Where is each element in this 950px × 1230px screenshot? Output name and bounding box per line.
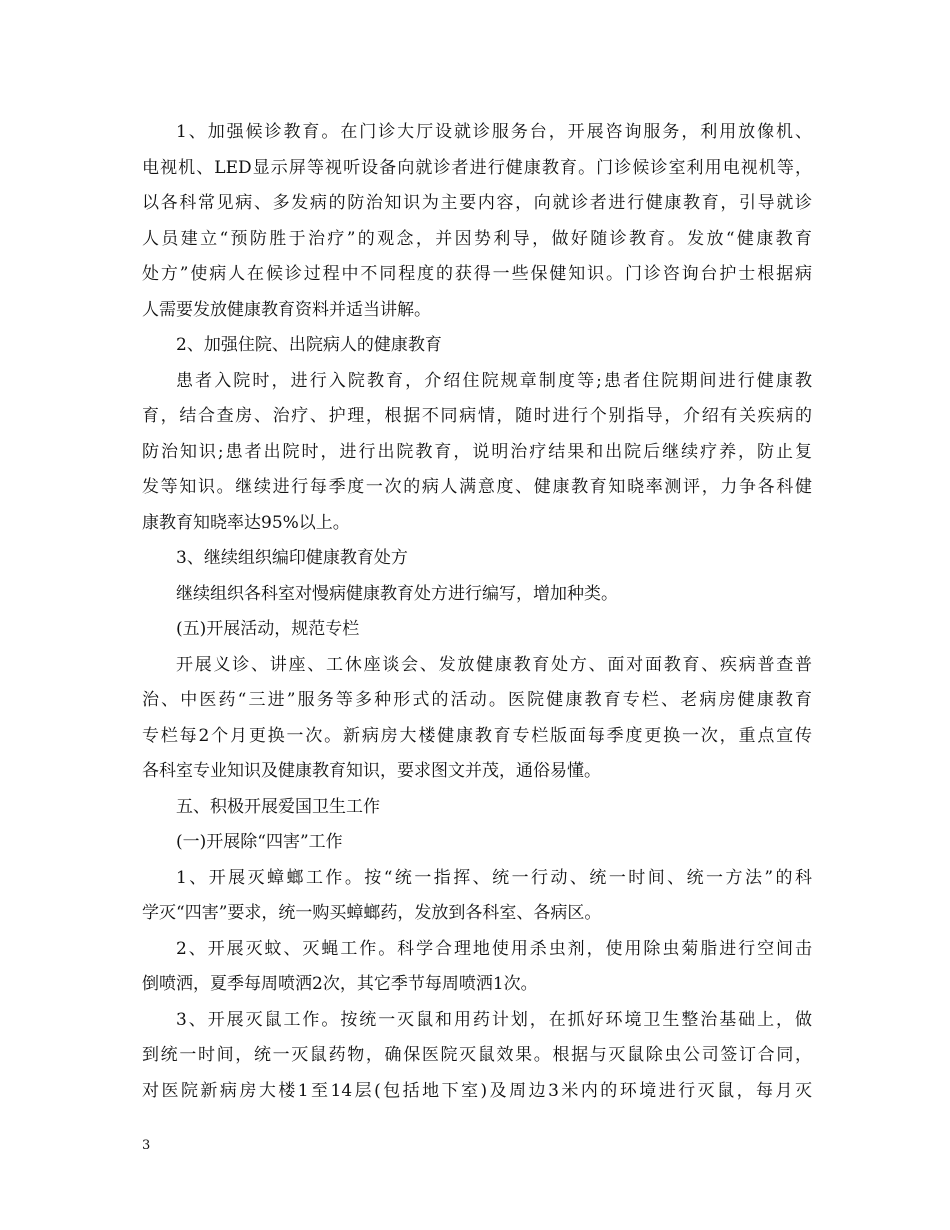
text-line: 到统一时间，统一灭鼠药物，确保医院灭鼠效果。根据与灭鼠除虫公司签订合同， [142, 1045, 812, 1065]
text-line: 学灭“四害”要求，统一购买蟑螂药，发放到各科室、各病区。 [142, 903, 602, 923]
text-line: 人员建立“预防胜于治疗”的观念，并因势利导，做好随诊教育。发放“健康教育 [142, 228, 812, 249]
document-body [142, 115, 812, 1109]
text-line: 发等知识。继续进行每季度一次的病人满意度、健康教育知晓率测评，力争各科健 [142, 477, 812, 497]
text-line: 倒喷洒，夏季每周喷洒2次，其它季节每周喷洒1次。 [142, 974, 538, 994]
text-line: 开展义诊、讲座、工休座谈会、发放健康教育处方、面对面教育、疾病普查普 [176, 654, 812, 675]
text-line: 继续组织各科室对慢病健康教育处方进行编写，增加种类。 [176, 583, 618, 604]
text-line: 3、开展灭鼠工作。按统一灭鼠和用药计划，在抓好环境卫生整治基础上，做 [176, 1009, 812, 1030]
section-heading: (一)开展除“四害”工作 [176, 832, 343, 852]
text-line: 防治知识;患者出院时，进行出院教育，说明治疗结果和出院后继续疗养，防止复 [142, 441, 812, 462]
text-line: 以各科常见病、多发病的防治知识为主要内容，向就诊者进行健康教育，引导就诊 [142, 193, 812, 213]
text-line: 康教育知晓率达95%以上。 [142, 512, 350, 533]
text-line: 电视机、LED显示屏等视听设备向就诊者进行健康教育。门诊候诊室利用电视机等， [142, 157, 812, 178]
page-number: 3 [142, 1138, 151, 1153]
text-line: 处方”使病人在候诊过程中不同程度的获得一些保健知识。门诊咨询台护士根据病 [142, 264, 812, 284]
text-line: 1、开展灭蟑螂工作。按“统一指挥、统一行动、统一时间、统一方法”的科 [176, 867, 812, 888]
section-heading: 2、加强住院、出院病人的健康教育 [176, 335, 442, 355]
text-line: 治、中医药“三进”服务等多种形式的活动。医院健康教育专栏、老病房健康教育 [142, 690, 812, 710]
text-line: 1、加强候诊教育。在门诊大厅设就诊服务台，开展咨询服务，利用放像机、 [176, 122, 812, 142]
text-line: 育，结合查房、治疗、护理，根据不同病情，随时进行个别指导，介绍有关疾病的 [142, 406, 812, 426]
text-line: 专栏每2个月更换一次。新病房大楼健康教育专栏版面每季度更换一次，重点宣传 [142, 725, 812, 746]
text-line: 对医院新病房大楼1至14层(包括地下室)及周边3米内的环境进行灭鼠，每月灭 [142, 1080, 812, 1101]
section-heading: 3、继续组织编印健康教育处方 [176, 548, 408, 568]
section-heading: (五)开展活动，规范专栏 [176, 619, 360, 639]
text-line: 人需要发放健康教育资料并适当讲解。 [142, 299, 431, 320]
text-line: 各科室专业知识及健康教育知识，要求图文并茂，通俗易懂。 [142, 761, 601, 781]
section-heading: 五、积极开展爱国卫生工作 [176, 796, 380, 817]
text-line: 2、开展灭蚊、灭蝇工作。科学合理地使用杀虫剂，使用除虫菊脂进行空间击 [176, 938, 812, 959]
text-line: 患者入院时，进行入院教育，介绍住院规章制度等;患者住院期间进行健康教 [176, 370, 812, 391]
